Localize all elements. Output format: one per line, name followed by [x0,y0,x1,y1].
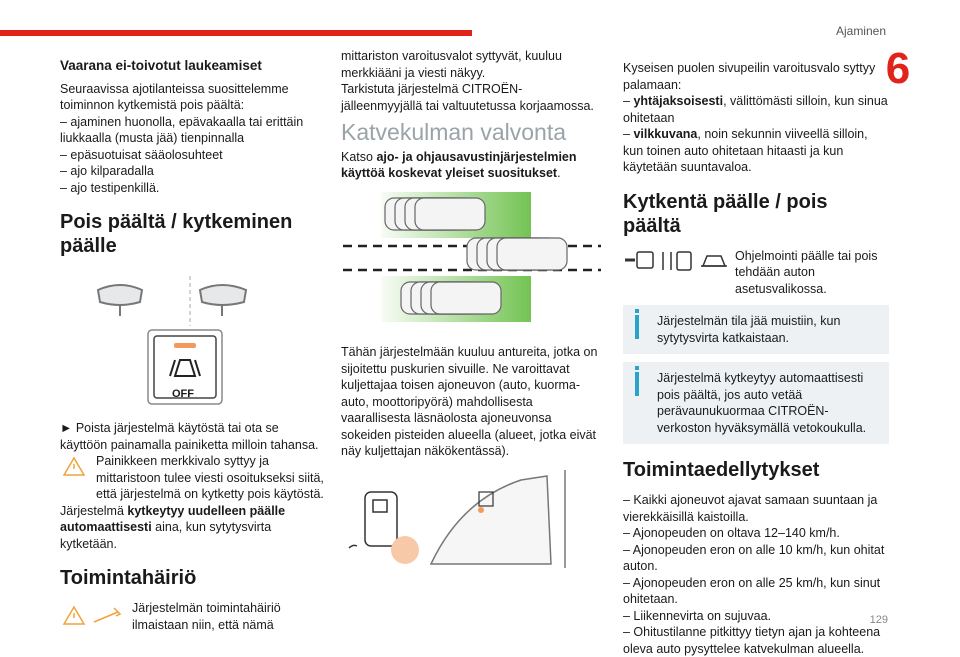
switch-title: Kytkentä päälle / pois päältä [623,190,828,237]
condition-item: – Ajonopeuden eron on alle 25 km/h, kun sinut ohitetaan. [623,575,881,606]
switch-text: Ohjelmointi päälle tai pois tehdään auton asetusvalikossa. [735,248,878,296]
mirror-light-illustration [341,470,577,568]
risk-title: Vaarana ei-toivotut laukeamiset [60,58,262,73]
restart-text: Järjestelmä kytkeytyy uudelleen päälle automaattisesti aina, kun sytytysvirta kytketään. [60,503,286,551]
warning-note [60,453,328,503]
condition-item: – Ajonopeuden on oltava 12–140 km/h. [623,526,840,540]
column-1 [60,48,328,633]
risk-item: – ajaminen huonolla, epävakaalla tai erittäin liukkaalla (musta jää) tienpinnalla [60,114,304,145]
conditions-title: Toimintaedellytykset [623,459,820,481]
mirror-intro: Kyseisen puolen sivupeilin varoitusvalo syttyy palamaan: [623,61,876,92]
warning-icon [60,602,124,628]
risk-intro: Seuraavissa ajotilanteissa suosittelemme toiminnon kytkemistä pois päältä: [60,81,289,112]
blind-spot-title: Katvekulman valvonta [341,119,567,145]
column-2 [341,48,603,572]
button-figure [60,268,328,416]
column-3 [623,48,889,657]
page-number: 129 [869,614,888,626]
fault-continued: mittariston varoitusvalot syttyvät, kuuluu merkkiääni ja viesti näkyy. [341,49,562,80]
off-title: Pois päältä / kytkeminen päälle [60,211,293,257]
reference-text: Katso ajo- ja ohjausavustinjärjestelmien käyttöä koskevat yleiset suositukset. [341,149,577,180]
switch-row [623,248,889,298]
mirror-switch-illustration [60,268,328,416]
condition-item: – Ohitustilanne pitkittyy tietyn ajan ja kohteena oleva auto pysyttelee katvekulman alueella. [623,625,881,656]
info-icon [635,366,639,370]
risk-item: – ajo kilparadalla [60,164,154,178]
info-box-trailer: Järjestelmä kytkeytyy automaattisesti pois päältä, jos auto vetää perävaunukuormaa CITROËN-verkoston hyväksymällä vetokoukulla. [623,362,889,444]
chapter-bar [0,30,472,36]
condition-item: – Kaikki ajoneuvot ajavat samaan suuntaan ja vierekkäisillä kaistoilla. [623,493,878,524]
warning-text: Painikkeen merkkivalo syttyy ja mittaristoon tulee viesti osoitukseksi siitä, että järjestelmä on kytketty pois käytöstä. [96,454,324,501]
fault-title: Toimintahäiriö [60,567,197,589]
fault-check: Tarkistuta järjestelmä CITROËN-jälleenmyyjällä tai valtuutetussa korjaamossa. [341,82,594,113]
section-title: Ajaminen [835,24,886,38]
fault-note [60,600,328,633]
mirror-item-1: – yhtäjaksoisesti, välittömästi silloin, kun sinua ohitetaan [623,94,888,125]
off-button-label: OFF [172,388,194,400]
fault-text: Järjestelmän toimintahäiriö ilmaistaan niin, että nämä [132,601,281,632]
off-step: ► Poista järjestelmä käytöstä tai ota se käyttöön painamalla painiketta milloin tahansa. [60,421,319,452]
mirror-item-2: – vilkkuvana, noin sekunnin viiveellä silloin, kun toinen auto ohitetaan hitaasti ja kun käytetään suuntavaloa. [623,127,868,174]
info-icon [635,309,639,313]
info-box-memory: Järjestelmän tila jää muistiin, kun sytytysvirta katkaistaan. [623,305,889,354]
risk-item: – ajo testipenkillä. [60,180,160,195]
description: Tähän järjestelmään kuuluu antureita, jotka on sijoitettu puskurien sivuille. Ne varoittavat kuljettajaa toisen ajoneuvon (auto, kuorma-auto, moottoripyörä) mahdollisesta vaarallisesta läsnäolosta ajoneuvonsa sokeiden pisteiden alueella (alueet, jotka eivät näy kuljettajan näkökentässä). [341,345,598,458]
condition-item: – Liikennevirta on sujuvaa. [623,608,772,623]
warning-icon [60,455,88,477]
chapter-number: 6 [885,44,911,93]
settings-icons [623,248,729,278]
condition-item: – Ajonopeuden eron on alle 10 km/h, kun ohitat auton. [623,542,885,573]
risk-item: – epäsuotuisat sääolosuhteet [60,147,223,162]
blind-spot-diagram [341,190,603,326]
